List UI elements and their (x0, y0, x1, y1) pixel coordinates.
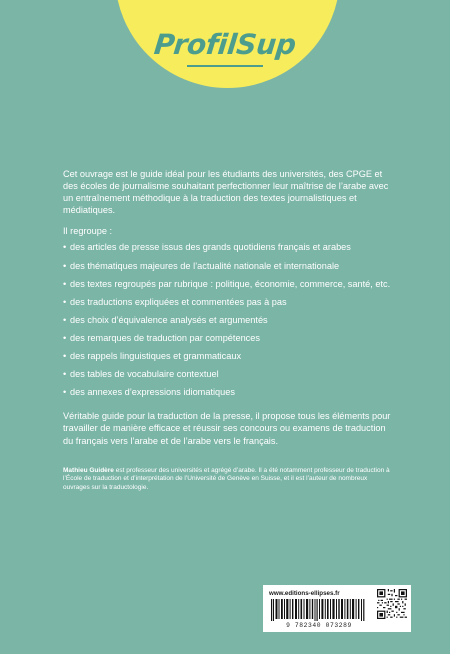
feature-item: • des tables de vocabulaire contextuel (63, 368, 393, 380)
author-description: est professeur des universités et agrégé d’arabe. Il a été notamment professeur de traduction à l’École de traduction et d’interprétation de l’Université de Genève en Suisse, et il est l’auteur de nombreux ouvrages sur la traductologie. (63, 466, 390, 491)
publisher-website: www.editions-ellipses.fr (269, 590, 340, 597)
features-list (63, 241, 393, 398)
author-bio (63, 467, 393, 493)
barcode-icon (271, 599, 365, 621)
feature-item: • des rappels linguistiques et grammaticaux (63, 350, 393, 362)
features-heading: Il regroupe : (63, 226, 113, 237)
brand-underline (187, 65, 263, 67)
feature-item: • des annexes d’expressions idiomatiques (63, 386, 393, 398)
summary-paragraph: Véritable guide pour la traduction de la presse, il propose tous les éléments pour travailler de manière efficace et réussir ses concours ou examens de traduction du français vers l’arabe et de l’arabe vers le français. (63, 411, 391, 446)
cover-description (63, 168, 393, 492)
feature-item: • des textes regroupés par rubrique : politique, économie, commerce, santé, etc. (63, 278, 393, 290)
isbn-number: 9 782340 073289 (286, 622, 352, 629)
feature-item: • des thématiques majeures de l’actualité nationale et internationale (63, 260, 393, 272)
feature-item: • des choix d’équivalence analysés et argumentés (63, 314, 393, 326)
brand-logo: ProfilSup (152, 28, 298, 61)
author-name: Mathieu Guidère (63, 466, 114, 474)
feature-item: • des traductions expliquées et commentées pas à pas (63, 296, 393, 308)
feature-item: • des articles de presse issus des grands quotidiens français et arabes (63, 241, 393, 253)
intro-paragraph: Cet ouvrage est le guide idéal pour les étudiants des universités, des CPGE et des écoles de journalisme souhaitant perfectionner leur maîtrise de l’arabe avec un entraînement méthodique à la traduction des textes journalistiques et médiatiques. (63, 169, 389, 216)
barcode-panel (263, 585, 411, 632)
qr-code-icon (377, 589, 407, 619)
feature-item: • des remarques de traduction par compétences (63, 332, 393, 344)
